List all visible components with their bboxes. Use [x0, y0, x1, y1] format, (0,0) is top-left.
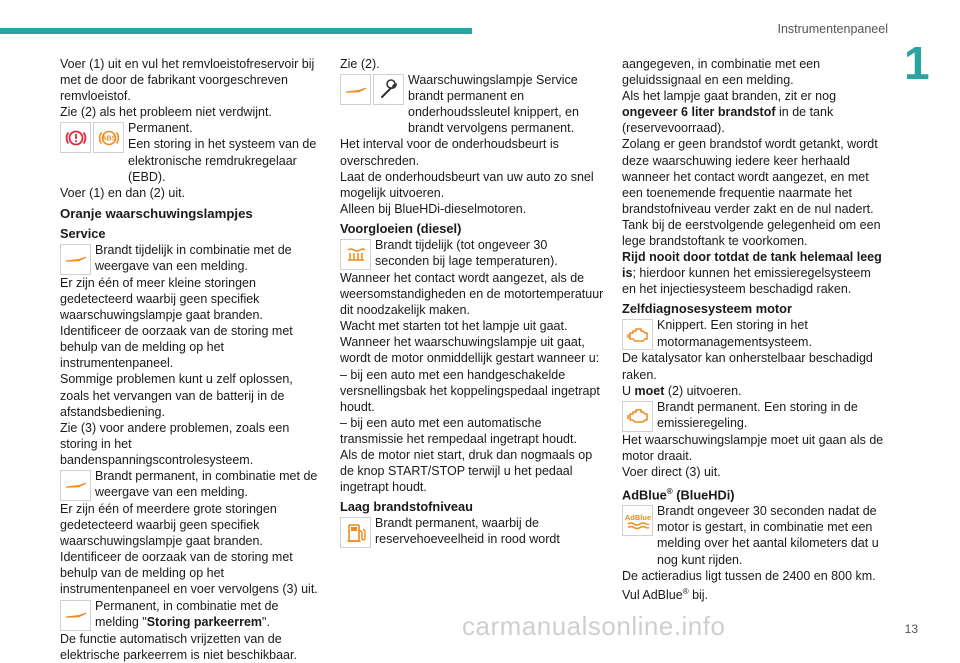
- paragraph: Zie (2).: [340, 57, 380, 71]
- engine-diag-lead: Knippert. Een storing in het motormanagementsysteem.: [657, 318, 812, 349]
- ebd-description: Een storing in het systeem van de elektronische remdrukregelaar (EBD).: [128, 137, 317, 184]
- abs-warning-icon: [93, 122, 124, 153]
- paragraph: Alleen bij BlueHDi-dieselmotoren.: [340, 201, 527, 216]
- paragraph: Sommige problemen kunt u zelf oplossen, zoals het vervangen van de batterij in de afstandsbediening.: [60, 372, 293, 419]
- paragraph: Laat de onderhoudsbeurt van uw auto zo snel mogelijk uitvoeren.: [340, 169, 594, 200]
- paragraph: Wanneer het waarschuwingslampje uit gaat, wordt de motor onmiddellijk gestart wanneer u:: [340, 335, 600, 366]
- parking-brake-message: Storing parkeerrem: [146, 614, 263, 629]
- paragraph: Vul AdBlue® bij.: [622, 586, 709, 602]
- list-item: – bij een auto met een automatische transmissie het rempedaal ingetrapt houdt.: [340, 415, 577, 446]
- paragraph: aangegeven, in combinatie met een geluidssignaal en een melding.: [622, 57, 821, 88]
- paragraph: Het interval voor de onderhoudsbeurt is overschreden.: [340, 137, 559, 168]
- subsection-title: AdBlue® (BlueHDi): [622, 486, 735, 503]
- service-key-icon: [373, 74, 404, 105]
- brake-warning-icon: [60, 122, 91, 153]
- paragraph: Er zijn één of meer kleine storingen gedetecteerd waarbij geen specifiek waarschuwingslampje gaat branden.: [60, 275, 263, 323]
- engine-diag-lead: Brandt permanent. Een storing in de emissieregeling.: [657, 399, 858, 430]
- section-heading: Oranje waarschuwingslampjes: [60, 205, 253, 221]
- paragraph: Voer (1) uit en vul het remvloeistofreservoir bij met de door de fabrikant voorgeschreven remvloeistof.: [60, 57, 315, 104]
- engine-check-icon: [622, 319, 653, 350]
- adblue-lead: Brandt ongeveer 30 seconden nadat de motor is gestart, in combinatie met een melding over het aantal kilometers dat u nog kunt rijden.: [657, 504, 879, 567]
- service-row-1: [60, 242, 324, 275]
- paragraph: Identificeer de oorzaak van de storing met behulp van de melding op het instrumentenpaneel en voer vervolgens (3) uit.: [60, 550, 318, 597]
- ebd-icons: [60, 122, 124, 153]
- wrench-icon: [60, 470, 91, 501]
- column-2: [340, 56, 604, 548]
- engine-check-icon: [622, 401, 653, 432]
- paragraph: Zolang er geen brandstof wordt getankt, wordt deze waarschuwing iedere keer herhaald wanneer het contact wordt aangezet, en met een toenemende frequentie naarmate het brandstofniveau verder zakt en de nul nadert.: [622, 137, 878, 216]
- adblue-icon-label: AdBlue: [624, 512, 651, 522]
- paragraph: Als de motor niet start, druk dan nogmaals op de knop START/STOP terwijl u het pedaal ingetrapt houdt.: [340, 447, 593, 495]
- service-key-lead: Waarschuwingslampje Service brandt permanent en onderhoudssleutel knippert, en brandt vervolgens permanent.: [408, 73, 579, 136]
- list-item: – bij een auto met een handgeschakelde versnellingsbak het koppelingspedaal ingetrapt houdt.: [340, 367, 600, 414]
- svg-text:ABS: ABS: [101, 135, 116, 143]
- preheat-row: [340, 237, 604, 270]
- fuel-lead: Brandt permanent, waarbij de reservehoeveelheid in rood wordt: [375, 516, 560, 547]
- service-row-3: Permanent, in combinatie met de melding "Storing parkeerrem".: [60, 598, 324, 631]
- column-1: [60, 56, 324, 663]
- page-number: 13: [904, 622, 918, 636]
- paragraph: Voer (1) en dan (2) uit.: [60, 185, 186, 200]
- paragraph: De functie automatisch vrijzetten van de elektrische parkeerrem is niet beschikbaar.: [60, 631, 297, 662]
- paragraph: Zie (3) voor andere problemen, zoals een storing in het bandenspanningscontrolesysteem.: [60, 420, 290, 467]
- subsection-title: Voorgloeien (diesel): [340, 220, 462, 236]
- adblue-row: [622, 503, 886, 567]
- wrench-icon: [340, 74, 371, 105]
- paragraph: De katalysator kan onherstelbaar beschadigd raken.: [622, 351, 873, 382]
- subsection-title: Service: [60, 225, 106, 241]
- paragraph: Rijd nooit door totdat de tank helemaal leeg is; hierdoor kunnen het emissieregelsysteem en het injectiesysteem beschadigd raken.: [622, 250, 882, 297]
- ebd-warning-row: [60, 120, 324, 184]
- subsection-title: Laag brandstofniveau: [340, 499, 473, 515]
- section-title: Instrumentenpaneel: [777, 22, 888, 36]
- header-accent-bar: [0, 28, 472, 34]
- wrench-icon: [60, 600, 91, 631]
- chapter-number: 1: [904, 37, 930, 89]
- paragraph: Er zijn één of meerdere grote storingen gedetecteerd waarbij geen specifiek waarschuwingslampje gaat branden.: [60, 501, 277, 549]
- paragraph: Identificeer de oorzaak van de storing met behulp van de melding op het instrumentenpaneel.: [60, 324, 293, 371]
- paragraph: Tank bij de eerstvolgende gelegenheid om een lege brandstoftank te voorkomen.: [622, 217, 881, 249]
- subsection-title: Zelfdiagnosesysteem motor: [622, 301, 792, 317]
- glow-plug-icon: [340, 239, 371, 270]
- engine-diag-row-2: [622, 399, 886, 432]
- service-key-row: [340, 72, 604, 136]
- preheat-lead: Brandt tijdelijk (tot ongeveer 30 seconden bij lage temperaturen).: [375, 237, 558, 269]
- paragraph: Het waarschuwingslampje moet uit gaan als de motor draait.: [622, 432, 884, 463]
- paragraph: Zie (2) als het probleem niet verdwijnt.: [60, 105, 272, 120]
- service-lead: Brandt tijdelijk in combinatie met de weergave van een melding.: [95, 242, 292, 273]
- paragraph: Voer direct (3) uit.: [622, 464, 721, 479]
- adblue-icon: [622, 505, 653, 536]
- paragraph: De actieradius ligt tussen de 2400 en 800 km.: [622, 568, 876, 583]
- watermark: carmanualsonline.info: [462, 611, 726, 641]
- service-lead: Brandt permanent, in combinatie met de weergave van een melding.: [95, 468, 318, 500]
- ebd-state: Permanent.: [128, 121, 193, 136]
- paragraph: Wacht met starten tot het lampje uit gaat.: [340, 319, 568, 334]
- paragraph: U moet (2) uitvoeren.: [622, 383, 742, 398]
- paragraph: Wanneer het contact wordt aangezet, als de weersomstandigheden en de motortemperatuur dit noodzakelijk maken.: [340, 270, 604, 318]
- service-row-2: [60, 468, 324, 501]
- paragraph: Als het lampje gaat branden, zit er nog ongeveer 6 liter brandstof in de tank (reservevoorraad).: [622, 89, 837, 136]
- engine-diag-row-1: [622, 317, 886, 350]
- fuel-pump-icon: [340, 517, 371, 548]
- column-3: [622, 56, 886, 603]
- wrench-icon: [60, 244, 91, 275]
- fuel-row: [340, 515, 604, 548]
